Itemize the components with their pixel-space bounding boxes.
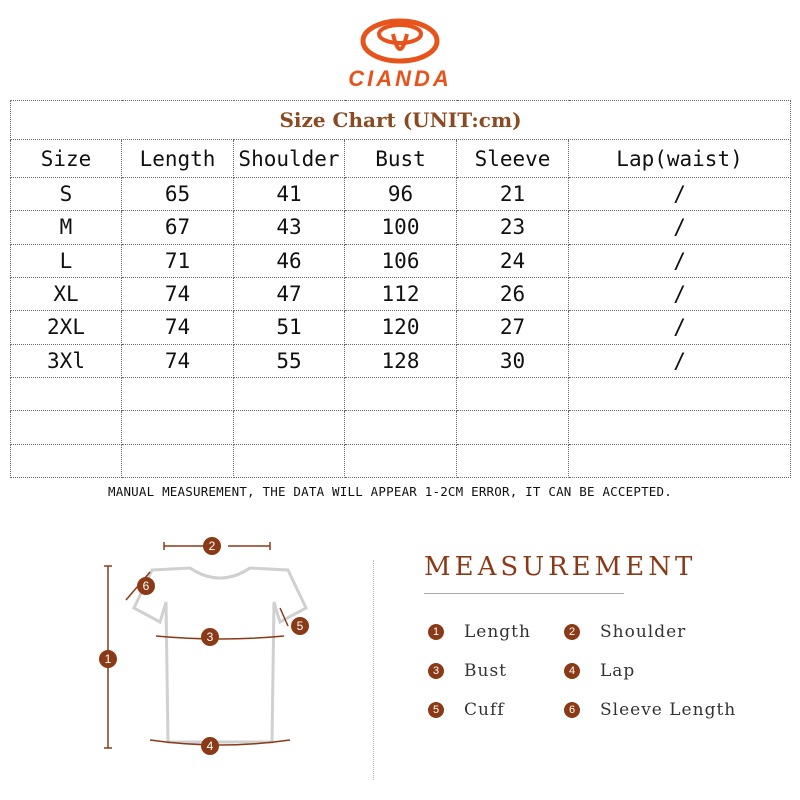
- table-cell: 96: [345, 177, 457, 210]
- legend-label: Lap: [600, 661, 636, 681]
- table-row: [11, 177, 791, 210]
- badge-cuff: 5: [291, 617, 309, 635]
- column-header: Shoulder: [234, 140, 345, 177]
- tshirt-outline-icon: [90, 530, 350, 770]
- table-row-empty: [11, 444, 791, 477]
- table-cell: S: [11, 177, 122, 210]
- legend-number: 4: [564, 663, 580, 679]
- table-row: [11, 277, 791, 310]
- table-cell: [345, 377, 457, 410]
- table-cell: 26: [457, 277, 569, 310]
- table-cell: 30: [457, 344, 569, 377]
- table-cell: [569, 377, 791, 410]
- oval-emblem-icon: [360, 18, 440, 64]
- measurement-note: MANUAL MEASUREMENT, THE DATA WILL APPEAR 1-2CM ERROR, IT CAN BE ACCEPTED.: [108, 484, 672, 499]
- legend-item-bust: [428, 661, 507, 681]
- legend-label: Sleeve Length: [600, 700, 737, 720]
- column-header: Sleeve: [457, 140, 569, 177]
- table-cell: 74: [122, 277, 234, 310]
- table-cell: [234, 444, 345, 477]
- column-header: Lap(waist): [569, 140, 791, 177]
- table-cell: 3Xl: [11, 344, 122, 377]
- table-cell: [457, 411, 569, 444]
- table-row: [11, 211, 791, 244]
- table-cell: 74: [122, 311, 234, 344]
- table-cell: [345, 444, 457, 477]
- table-cell: L: [11, 244, 122, 277]
- badge-lap: 4: [201, 737, 219, 755]
- table-cell: 43: [234, 211, 345, 244]
- measurement-title-underline: [424, 593, 624, 594]
- table-cell: M: [11, 211, 122, 244]
- brand-name: CIANDA: [348, 66, 452, 91]
- table-cell: /: [569, 311, 791, 344]
- legend-item-lap: [564, 661, 635, 681]
- table-cell: 27: [457, 311, 569, 344]
- measurement-title: MEASUREMENT: [424, 552, 697, 582]
- column-header: Size: [11, 140, 122, 177]
- table-cell: [122, 411, 234, 444]
- column-header: Bust: [345, 140, 457, 177]
- legend-item-length: [428, 622, 531, 642]
- table-cell: 51: [234, 311, 345, 344]
- legend-number: 5: [428, 702, 444, 718]
- table-cell: [234, 411, 345, 444]
- table-row: [11, 344, 791, 377]
- brand-logo: [0, 18, 800, 92]
- legend-item-shoulder: [564, 622, 686, 642]
- table-cell: /: [569, 244, 791, 277]
- legend-number: 2: [564, 624, 580, 640]
- table-cell: [122, 444, 234, 477]
- legend-number: 3: [428, 663, 444, 679]
- table-cell: 120: [345, 311, 457, 344]
- table-header-row: [11, 140, 791, 177]
- badge-sleeve-length: 6: [137, 577, 155, 595]
- column-header: Length: [122, 140, 234, 177]
- table-cell: 24: [457, 244, 569, 277]
- table-cell: [11, 411, 122, 444]
- legend-label: Length: [464, 622, 531, 642]
- table-cell: /: [569, 177, 791, 210]
- table-cell: 100: [345, 211, 457, 244]
- table-cell: 71: [122, 244, 234, 277]
- table-row: [11, 311, 791, 344]
- table-cell: [11, 377, 122, 410]
- table-cell: XL: [11, 277, 122, 310]
- table-cell: 2XL: [11, 311, 122, 344]
- badge-length: 1: [99, 650, 117, 668]
- table-cell: 55: [234, 344, 345, 377]
- table-title: Size Chart (UNIT:cm): [11, 101, 791, 140]
- table-cell: [569, 444, 791, 477]
- badge-shoulder: 2: [203, 537, 221, 555]
- table-cell: /: [569, 211, 791, 244]
- size-chart-table: [10, 100, 791, 478]
- table-cell: 106: [345, 244, 457, 277]
- table-row-empty: [11, 411, 791, 444]
- table-cell: [345, 411, 457, 444]
- table-cell: 46: [234, 244, 345, 277]
- badge-bust: 3: [201, 628, 219, 646]
- table-cell: 112: [345, 277, 457, 310]
- table-cell: 67: [122, 211, 234, 244]
- legend-item-sleeve-length: [564, 700, 736, 720]
- divider: [373, 560, 374, 780]
- table-cell: 128: [345, 344, 457, 377]
- table-cell: 23: [457, 211, 569, 244]
- table-cell: /: [569, 277, 791, 310]
- legend-label: Cuff: [464, 700, 505, 720]
- table-cell: 74: [122, 344, 234, 377]
- table-cell: [234, 377, 345, 410]
- table-row: [11, 244, 791, 277]
- legend-number: 1: [428, 624, 444, 640]
- legend-item-cuff: [428, 700, 505, 720]
- table-cell: 21: [457, 177, 569, 210]
- table-cell: [569, 411, 791, 444]
- legend-number: 6: [564, 702, 580, 718]
- table-cell: 47: [234, 277, 345, 310]
- table-cell: [457, 444, 569, 477]
- table-cell: [122, 377, 234, 410]
- table-cell: [11, 444, 122, 477]
- legend-label: Bust: [464, 661, 507, 681]
- table-cell: /: [569, 344, 791, 377]
- table-row-empty: [11, 377, 791, 410]
- table-cell: 41: [234, 177, 345, 210]
- table-cell: [457, 377, 569, 410]
- legend-label: Shoulder: [600, 622, 687, 642]
- table-cell: 65: [122, 177, 234, 210]
